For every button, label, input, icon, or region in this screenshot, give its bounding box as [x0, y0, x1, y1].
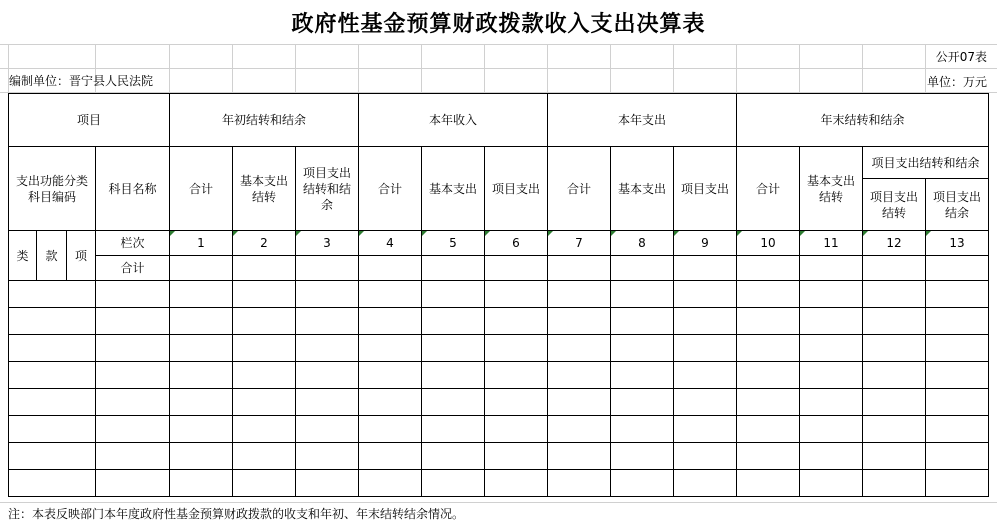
table-cell[interactable] [9, 362, 96, 389]
form-code: 公开07表 [935, 50, 987, 64]
header-income-project: 项目支出 [485, 147, 548, 231]
column-number: 13 [926, 231, 989, 256]
table-cell[interactable] [233, 416, 296, 443]
table-cell[interactable] [296, 416, 359, 443]
table-cell[interactable] [674, 281, 737, 308]
table-cell[interactable] [485, 362, 548, 389]
table-cell[interactable] [96, 362, 170, 389]
column-number: 7 [548, 231, 611, 256]
table-cell[interactable] [170, 362, 233, 389]
table-cell[interactable] [863, 470, 926, 497]
table-cell[interactable] [863, 281, 926, 308]
table-cell[interactable] [485, 389, 548, 416]
table-cell[interactable] [296, 389, 359, 416]
total-cell[interactable] [233, 256, 296, 281]
table-cell[interactable] [170, 443, 233, 470]
table-cell[interactable] [233, 389, 296, 416]
table-cell[interactable] [233, 362, 296, 389]
table-cell[interactable] [737, 335, 800, 362]
table-cell[interactable] [863, 389, 926, 416]
table-cell[interactable] [863, 443, 926, 470]
column-number: 10 [737, 231, 800, 256]
table-cell[interactable] [926, 443, 989, 470]
table-cell[interactable] [800, 308, 863, 335]
table-cell[interactable] [9, 308, 96, 335]
header-end-project-balance: 项目支出结余 [926, 179, 989, 231]
table-cell[interactable] [485, 470, 548, 497]
table-cell[interactable] [548, 281, 611, 308]
header-income-total: 合计 [359, 147, 422, 231]
table-cell[interactable] [233, 335, 296, 362]
currency-unit: 单位：万元 [926, 75, 987, 89]
column-number: 4 [359, 231, 422, 256]
table-cell[interactable] [9, 416, 96, 443]
total-cell[interactable] [611, 256, 674, 281]
header-end-project-carry: 项目支出结转 [863, 179, 926, 231]
table-cell[interactable] [548, 443, 611, 470]
header-xiang: 项 [67, 231, 96, 281]
table-cell[interactable] [170, 308, 233, 335]
table-cell[interactable] [296, 308, 359, 335]
header-expense-basic: 基本支出 [611, 147, 674, 231]
table-cell[interactable] [674, 416, 737, 443]
total-cell[interactable] [485, 256, 548, 281]
table-cell[interactable] [96, 470, 170, 497]
total-cell[interactable] [422, 256, 485, 281]
table-cell[interactable] [359, 308, 422, 335]
table-cell[interactable] [485, 281, 548, 308]
table-cell[interactable] [737, 389, 800, 416]
table-cell[interactable] [233, 281, 296, 308]
table-cell[interactable] [296, 362, 359, 389]
column-number: 2 [233, 231, 296, 256]
table-cell[interactable] [96, 416, 170, 443]
table-cell[interactable] [926, 389, 989, 416]
table-cell[interactable] [422, 335, 485, 362]
table-cell[interactable] [170, 470, 233, 497]
table-cell[interactable] [548, 470, 611, 497]
table-row [9, 281, 989, 308]
header-end-project-carry-balance: 项目支出结转和结余 [863, 147, 989, 179]
table-cell[interactable] [926, 470, 989, 497]
table-cell[interactable] [737, 281, 800, 308]
table-cell[interactable] [611, 389, 674, 416]
table-cell[interactable] [926, 335, 989, 362]
table-cell[interactable] [422, 389, 485, 416]
table-cell[interactable] [548, 416, 611, 443]
total-cell[interactable] [926, 256, 989, 281]
table-cell[interactable] [674, 470, 737, 497]
table-cell[interactable] [422, 470, 485, 497]
table-cell[interactable] [96, 281, 170, 308]
header-income: 本年收入 [359, 94, 548, 147]
table-cell[interactable] [863, 416, 926, 443]
table-cell[interactable] [296, 470, 359, 497]
header-year-end: 年末结转和结余 [737, 94, 989, 147]
total-cell[interactable] [674, 256, 737, 281]
compiling-unit: 编制单位：晋宁县人民法院 [9, 74, 154, 88]
table-cell[interactable] [674, 308, 737, 335]
header-item: 项目 [9, 94, 170, 147]
table-cell[interactable] [548, 389, 611, 416]
column-number: 5 [422, 231, 485, 256]
table-cell[interactable] [9, 281, 96, 308]
header-expense-project: 项目支出 [674, 147, 737, 231]
table-cell[interactable] [485, 443, 548, 470]
table-cell[interactable] [96, 335, 170, 362]
table-cell[interactable] [674, 362, 737, 389]
header-start-total: 合计 [170, 147, 233, 231]
table-cell[interactable] [359, 470, 422, 497]
table-cell[interactable] [611, 335, 674, 362]
table-cell[interactable] [359, 281, 422, 308]
total-cell[interactable] [548, 256, 611, 281]
column-number: 6 [485, 231, 548, 256]
table-cell[interactable] [737, 470, 800, 497]
header-start-project-carry-balance: 项目支出结转和结余 [296, 147, 359, 231]
table-cell[interactable] [9, 389, 96, 416]
table-cell[interactable] [611, 308, 674, 335]
table-cell[interactable] [611, 281, 674, 308]
table-cell[interactable] [233, 443, 296, 470]
table-cell[interactable] [359, 362, 422, 389]
row-label-total: 合计 [96, 256, 170, 281]
table-cell[interactable] [800, 362, 863, 389]
table-cell[interactable] [485, 416, 548, 443]
table-cell[interactable] [96, 308, 170, 335]
table-cell[interactable] [611, 416, 674, 443]
header-income-basic: 基本支出 [422, 147, 485, 231]
header-end-basic-carry: 基本支出结转 [800, 147, 863, 231]
table-cell[interactable] [611, 470, 674, 497]
table-cell[interactable] [800, 281, 863, 308]
table-cell[interactable] [485, 335, 548, 362]
table-cell[interactable] [611, 362, 674, 389]
table-cell[interactable] [926, 362, 989, 389]
table-cell[interactable] [422, 443, 485, 470]
table-cell[interactable] [359, 443, 422, 470]
table-cell[interactable] [296, 281, 359, 308]
header-start-basic-carry: 基本支出结转 [233, 147, 296, 231]
header-lei: 类 [9, 231, 37, 281]
column-number: 1 [170, 231, 233, 256]
header-kuan: 款 [37, 231, 67, 281]
header-year-start: 年初结转和结余 [170, 94, 359, 147]
table-row [9, 443, 989, 470]
table-row [9, 470, 989, 497]
table-cell[interactable] [800, 470, 863, 497]
table-cell[interactable] [170, 335, 233, 362]
table-row [9, 389, 989, 416]
header-expense: 本年支出 [548, 94, 737, 147]
table-cell[interactable] [170, 416, 233, 443]
table-cell[interactable] [737, 443, 800, 470]
table-cell[interactable] [737, 308, 800, 335]
table-cell[interactable] [863, 335, 926, 362]
table-cell[interactable] [926, 308, 989, 335]
table-cell[interactable] [611, 443, 674, 470]
page-title: 政府性基金预算财政拨款收入支出决算表 [291, 11, 706, 37]
column-number: 8 [611, 231, 674, 256]
table-row [9, 362, 989, 389]
table-cell[interactable] [359, 416, 422, 443]
table-cell[interactable] [9, 443, 96, 470]
table-cell[interactable] [9, 470, 96, 497]
total-cell[interactable] [359, 256, 422, 281]
table-cell[interactable] [422, 308, 485, 335]
table-cell[interactable] [674, 335, 737, 362]
header-subject-name: 科目名称 [96, 147, 170, 231]
table-cell[interactable] [548, 335, 611, 362]
table-cell[interactable] [548, 362, 611, 389]
table-row [9, 416, 989, 443]
empty-data-rows [9, 281, 989, 497]
total-cell[interactable] [737, 256, 800, 281]
column-number: 12 [863, 231, 926, 256]
table-cell[interactable] [926, 281, 989, 308]
row-label-lanci: 栏次 [96, 231, 170, 256]
table-cell[interactable] [359, 335, 422, 362]
table-row [9, 335, 989, 362]
table-cell[interactable] [863, 308, 926, 335]
column-number: 9 [674, 231, 737, 256]
table-cell[interactable] [422, 281, 485, 308]
column-number: 3 [296, 231, 359, 256]
header-end-total: 合计 [737, 147, 800, 231]
table-cell[interactable] [800, 443, 863, 470]
budget-table [8, 93, 989, 497]
table-cell[interactable] [800, 416, 863, 443]
total-cell[interactable] [296, 256, 359, 281]
table-cell[interactable] [422, 416, 485, 443]
total-cell[interactable] [170, 256, 233, 281]
column-number: 11 [800, 231, 863, 256]
table-cell[interactable] [737, 362, 800, 389]
table-cell[interactable] [96, 389, 170, 416]
table-cell[interactable] [296, 443, 359, 470]
table-row [9, 308, 989, 335]
table-cell[interactable] [674, 443, 737, 470]
table-cell[interactable] [548, 308, 611, 335]
table-cell[interactable] [737, 416, 800, 443]
header-expense-total: 合计 [548, 147, 611, 231]
table-cell[interactable] [233, 308, 296, 335]
table-cell[interactable] [9, 335, 96, 362]
header-func-code: 支出功能分类科目编码 [9, 147, 96, 231]
table-cell[interactable] [485, 308, 548, 335]
table-cell[interactable] [170, 389, 233, 416]
table-cell[interactable] [170, 281, 233, 308]
table-cell[interactable] [96, 443, 170, 470]
total-cell[interactable] [800, 256, 863, 281]
table-cell[interactable] [233, 470, 296, 497]
table-cell[interactable] [800, 335, 863, 362]
table-cell[interactable] [422, 362, 485, 389]
footnote: 注：本表反映部门本年度政府性基金预算财政拨款的收支和年初、年末结转结余情况。 [8, 507, 465, 521]
table-cell[interactable] [674, 389, 737, 416]
table-cell[interactable] [800, 389, 863, 416]
total-cell[interactable] [863, 256, 926, 281]
table-cell[interactable] [296, 335, 359, 362]
table-cell[interactable] [863, 362, 926, 389]
table-cell[interactable] [359, 389, 422, 416]
table-cell[interactable] [926, 416, 989, 443]
